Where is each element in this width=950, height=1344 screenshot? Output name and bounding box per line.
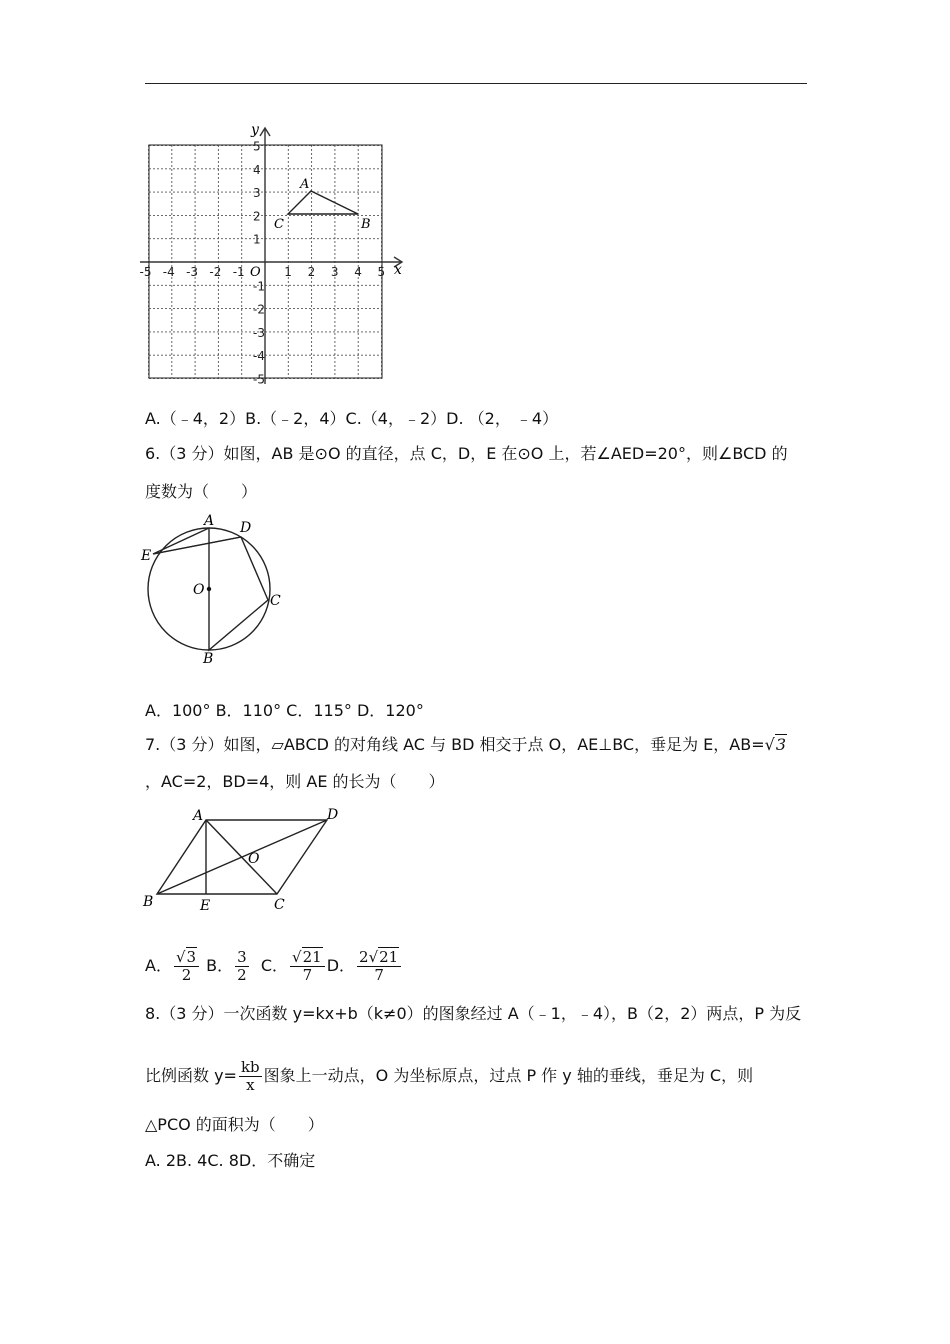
y-tick-label: -3 bbox=[253, 325, 265, 340]
x-tick-label: -5 bbox=[140, 265, 152, 279]
label-c: C bbox=[274, 897, 285, 913]
y-tick-label: -4 bbox=[253, 349, 265, 364]
label-a: A bbox=[204, 513, 215, 529]
x-tick-label: 4 bbox=[354, 265, 362, 279]
y-tick-label: 1 bbox=[253, 232, 261, 247]
q6-options: A．100° B．110° C．115° D．120° bbox=[145, 701, 424, 720]
y-tick-label: -5 bbox=[253, 372, 265, 387]
q7-opt-c: C． bbox=[260, 956, 289, 975]
x-tick-label: 2 bbox=[307, 265, 316, 279]
y-tick-label: 4 bbox=[253, 162, 261, 177]
label-c: C bbox=[270, 593, 281, 609]
q7-frac-c: $\frac{√21}{7}$ bbox=[290, 949, 325, 984]
label-d: D bbox=[327, 807, 339, 823]
q5-options: A.（﹣4，2）B.（﹣2，4）C.（4，﹣2）D. （2， ﹣4） bbox=[145, 409, 559, 428]
q8-options: A. 2B. 4C. 8D．不确定 bbox=[145, 1151, 316, 1170]
x-tick-label: -4 bbox=[162, 265, 175, 279]
q6-stem-line2: 度数为（ ） bbox=[145, 482, 258, 501]
y-tick-label: -2 bbox=[253, 302, 265, 317]
q6-stem-line1: 6.（3 分）如图，AB 是⊙O 的直径，点 C，D，E 在⊙O 上，若∠AED=20°，则∠BCD 的 bbox=[145, 444, 788, 463]
q8-stem-line1: 8.（3 分）一次函数 y=kx+b（k≠0）的图象经过 A（﹣1，﹣4），B（2，2）两点，P 为反 bbox=[145, 1004, 802, 1023]
q8-stem-line3: △PCO 的面积为（ ） bbox=[145, 1115, 324, 1134]
x-tick-label: -2 bbox=[209, 265, 222, 279]
y-tick-label: 5 bbox=[253, 139, 261, 154]
x-tick-label: 1 bbox=[284, 265, 292, 279]
label-a: A bbox=[193, 808, 204, 824]
label-o: O bbox=[248, 851, 260, 867]
q7-stem-line2: ，AC=2，BD=4，则 AE 的长为（ ） bbox=[145, 772, 445, 791]
q6-circle-figure bbox=[138, 510, 288, 670]
q7-opt-d: D． bbox=[326, 956, 356, 975]
triangle-abc bbox=[288, 191, 358, 214]
q8-fraction: $\frac{kb}{x}$ bbox=[240, 1058, 260, 1094]
point-a-label: A bbox=[300, 177, 310, 192]
sqrt-symbol: √3 bbox=[764, 735, 786, 754]
y-tick-label: -1 bbox=[253, 279, 265, 294]
origin-label: O bbox=[250, 265, 261, 280]
label-e: E bbox=[141, 548, 152, 564]
point-b-label: B bbox=[361, 217, 371, 232]
q7-opt-a: A． bbox=[145, 956, 172, 975]
x-axis-label: x bbox=[394, 262, 402, 278]
label-b: B bbox=[143, 894, 154, 910]
point-c-label: C bbox=[274, 217, 284, 232]
q7-frac-d: $\frac{2√21}{7}$ bbox=[357, 949, 401, 984]
q5-coordinate-grid bbox=[140, 118, 410, 388]
label-b: B bbox=[203, 651, 214, 667]
label-e: E bbox=[200, 898, 211, 914]
label-d: D bbox=[240, 520, 252, 536]
q8-stem-line2: 比例函数 y= $\frac{kb}{x}$ 图象上一动点，O 为坐标原点，过点 P 作 y 轴的垂线，垂足为 C，则 bbox=[145, 1058, 754, 1094]
x-tick-label: 5 bbox=[377, 265, 386, 279]
q7-stem-text: 7.（3 分）如图，▱ABCD 的对角线 AC 与 BD 相交于点 O，AE⊥BC，垂足为 E，AB= bbox=[145, 735, 765, 754]
sqrt-ab-value: 3 bbox=[775, 735, 786, 754]
x-tick-label: -3 bbox=[186, 265, 199, 279]
x-tick-label: -1 bbox=[232, 265, 245, 279]
q7-opt-b: B． bbox=[206, 956, 234, 975]
q7-parallelogram-figure bbox=[140, 802, 350, 914]
q7-stem-line1 bbox=[145, 734, 787, 756]
label-o: O bbox=[193, 582, 205, 598]
q7-frac-a: $\frac{√3}{2}$ bbox=[174, 949, 199, 984]
q7-options bbox=[145, 944, 403, 988]
q7-frac-b: $\frac{3}{2}$ bbox=[237, 948, 247, 984]
y-tick-label: 3 bbox=[253, 186, 261, 201]
y-tick-label: 2 bbox=[253, 209, 261, 224]
y-axis-label: y bbox=[251, 122, 259, 138]
x-tick-label: 3 bbox=[330, 265, 339, 279]
header-rule bbox=[145, 83, 807, 84]
